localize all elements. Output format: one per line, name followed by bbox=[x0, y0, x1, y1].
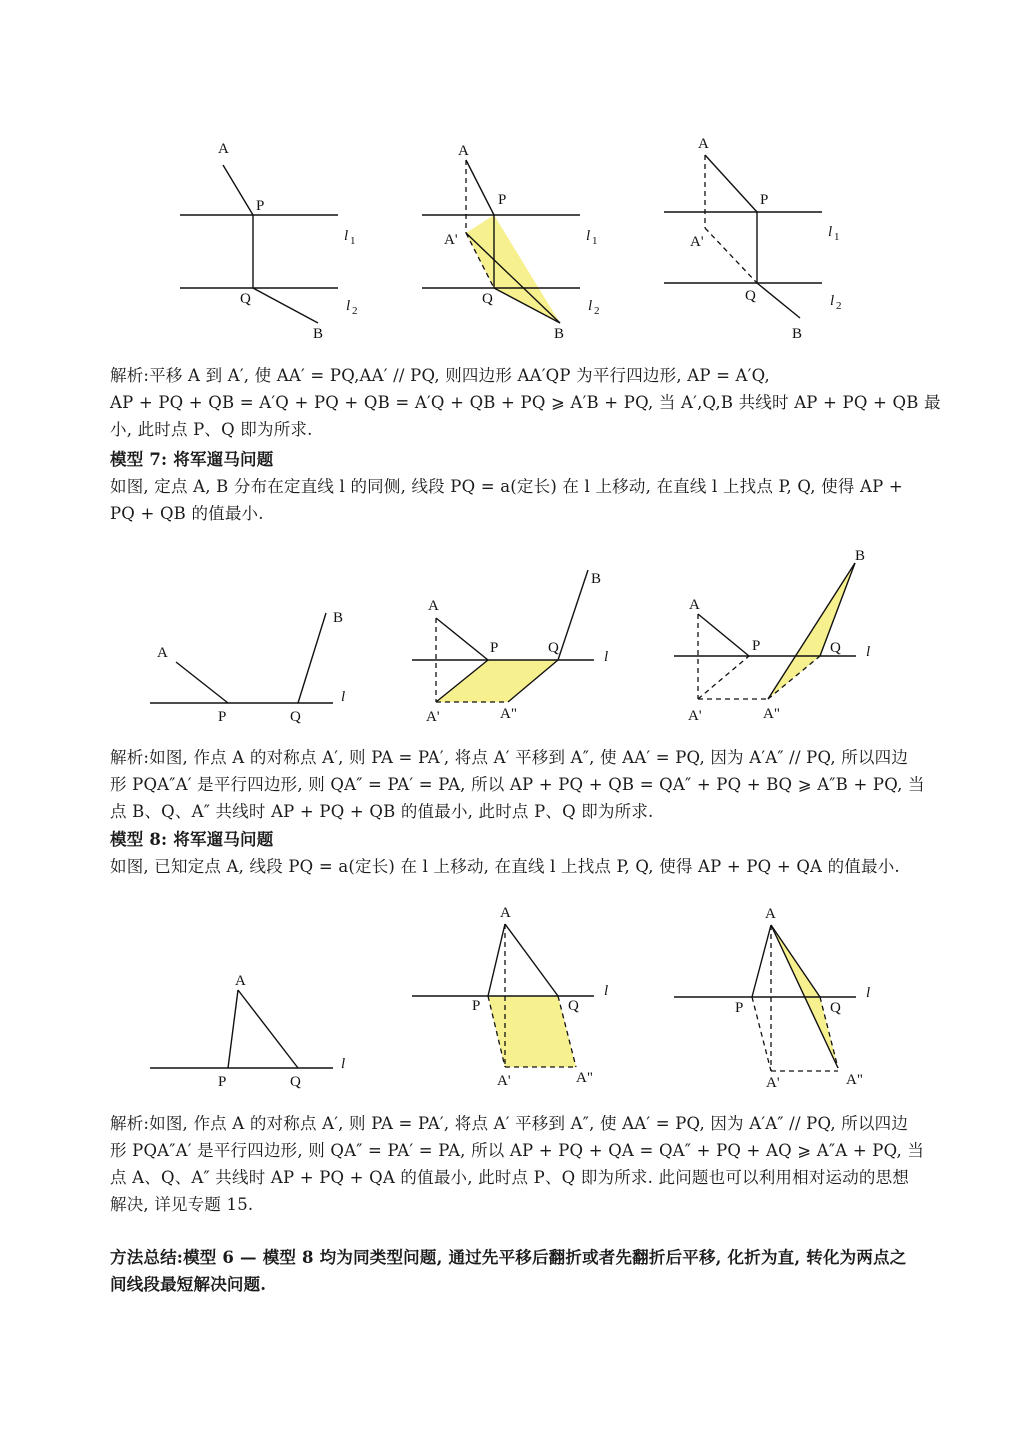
label-A-prime: A' bbox=[444, 232, 458, 248]
label-A: A bbox=[689, 597, 700, 613]
label-l: l bbox=[341, 689, 346, 705]
label-A-double-prime: A" bbox=[576, 1070, 593, 1086]
method-summary bbox=[110, 1244, 918, 1298]
label-A-prime: A' bbox=[690, 234, 704, 250]
analysis-line: 形 PQA″A′ 是平行四边形, 则 QA″ = PA′ = PA, 所以 AP + PQ + QA = QA″ + PQ + AQ ⩾ A″A + PQ, 当 bbox=[110, 1141, 925, 1160]
label-l: l bbox=[866, 985, 871, 1001]
label-A: A bbox=[235, 973, 246, 989]
analysis-line: 形 PQA″A′ 是平行四边形, 则 QA″ = PA′ = PA, 所以 AP + PQ + QB = QA″ + PQ + BQ ⩾ A″B + PQ, 当 bbox=[110, 775, 925, 794]
summary-line: 方法总结:模型 6 — 模型 8 均为同类型问题, 通过先平移后翻折或者先翻折后平移, 化折为直, 转化为两点之 bbox=[110, 1248, 907, 1267]
label-Q: Q bbox=[568, 998, 579, 1014]
label-B: B bbox=[591, 571, 602, 587]
label-A-double-prime: A" bbox=[846, 1072, 863, 1088]
model7-line: 如图, 定点 A, B 分布在定直线 l 的同侧, 线段 PQ = a(定长) 在 l 上移动, 在直线 l 上找点 P, Q, 使得 AP + bbox=[110, 477, 903, 496]
label-A-prime: A' bbox=[688, 708, 702, 724]
analysis-line: 解析:如图, 作点 A 的对称点 A′, 则 PA = PA′, 将点 A′ 平移到 A″, 使 AA′ = PQ, 因为 A′A″ // PQ, 所以四边 bbox=[110, 748, 909, 767]
label-A-double-prime: A" bbox=[500, 706, 517, 722]
label-l1-sub: 1 bbox=[350, 235, 356, 247]
diagram-m8-original bbox=[150, 990, 333, 1068]
diagram-m8-solution-a bbox=[412, 924, 594, 1067]
label-Q: Q bbox=[548, 640, 559, 656]
diagram-m7-solution-a bbox=[412, 570, 594, 702]
label-A: A bbox=[765, 906, 776, 922]
analysis-line: 解析:平移 A 到 A′, 使 AA′ = PQ,AA′ // PQ, 则四边形 AA′QP 为平行四边形, AP = A′Q, bbox=[110, 366, 770, 385]
model8-section bbox=[110, 826, 918, 880]
label-A-prime: A' bbox=[766, 1075, 780, 1091]
diagram-m8-solution-b bbox=[674, 925, 856, 1071]
label-P: P bbox=[752, 638, 761, 654]
analysis-line: 解析:如图, 作点 A 的对称点 A′, 则 PA = PA′, 将点 A′ 平移到 A″, 使 AA′ = PQ, 因为 A′A″ // PQ, 所以四边 bbox=[110, 1114, 909, 1133]
model7-line: PQ + QB 的值最小. bbox=[110, 504, 264, 523]
analysis-model7 bbox=[110, 744, 925, 825]
diagram-m7-solution-b bbox=[674, 563, 856, 699]
label-l1: l bbox=[344, 228, 349, 244]
label-B: B bbox=[554, 326, 565, 342]
label-l: l bbox=[604, 649, 609, 665]
label-A-prime: A' bbox=[497, 1073, 511, 1089]
label-l2: l bbox=[830, 293, 835, 309]
label-B: B bbox=[333, 610, 344, 626]
analysis-model8 bbox=[110, 1110, 925, 1218]
model8-line: 如图, 已知定点 A, 线段 PQ = a(定长) 在 l 上移动, 在直线 l 上找点 P, Q, 使得 AP + PQ + QA 的值最小. bbox=[110, 857, 900, 876]
label-B: B bbox=[855, 548, 866, 564]
summary-line: 间线段最短解决问题. bbox=[110, 1275, 267, 1294]
label-l: l bbox=[604, 983, 609, 999]
label-l2-sub: 2 bbox=[594, 305, 600, 317]
label-A: A bbox=[157, 645, 168, 661]
label-P: P bbox=[218, 1074, 227, 1090]
label-Q: Q bbox=[482, 291, 493, 307]
label-Q: Q bbox=[830, 1000, 841, 1016]
label-B: B bbox=[313, 326, 324, 342]
label-B: B bbox=[792, 326, 803, 342]
label-P: P bbox=[472, 998, 481, 1014]
label-l2-sub: 2 bbox=[352, 305, 358, 317]
model7-heading: 模型 7: 将军遛马问题 bbox=[110, 450, 274, 469]
analysis-line: 点 A、Q、A″ 共线时 AP + PQ + QA 的值最小, 此时点 P、Q 即为所求. 此问题也可以利用相对运动的思想 bbox=[110, 1168, 910, 1187]
label-Q: Q bbox=[745, 288, 756, 304]
label-l1: l bbox=[828, 224, 833, 240]
analysis-line: 解决, 详见专题 15. bbox=[110, 1195, 254, 1214]
label-l: l bbox=[866, 644, 871, 660]
label-A: A bbox=[218, 141, 229, 157]
label-Q: Q bbox=[290, 709, 301, 725]
label-Q: Q bbox=[240, 291, 251, 307]
label-Q: Q bbox=[830, 640, 841, 656]
label-P: P bbox=[498, 192, 507, 208]
analysis-line: 小, 此时点 P、Q 即为所求. bbox=[110, 420, 313, 439]
label-l1: l bbox=[586, 228, 591, 244]
analysis-line: 点 B、Q、A″ 共线时 AP + PQ + QB 的值最小, 此时点 P、Q 即为所求. bbox=[110, 802, 654, 821]
analysis-line: AP + PQ + QB = A′Q + PQ + QB = A′Q + QB + PQ ⩾ A′B + PQ, 当 A′,Q,B 共线时 AP + PQ + QB 最 bbox=[110, 393, 941, 412]
label-l1-sub: 1 bbox=[592, 235, 598, 247]
label-A: A bbox=[500, 905, 511, 921]
label-A-double-prime: A" bbox=[763, 706, 780, 722]
model8-heading: 模型 8: 将军遛马问题 bbox=[110, 830, 274, 849]
label-P: P bbox=[218, 709, 227, 725]
label-P: P bbox=[490, 640, 499, 656]
label-l2-sub: 2 bbox=[836, 300, 842, 312]
label-A-prime: A' bbox=[426, 709, 440, 725]
label-l1-sub: 1 bbox=[834, 231, 840, 243]
label-A: A bbox=[428, 598, 439, 614]
label-P: P bbox=[735, 1000, 744, 1016]
label-A: A bbox=[698, 136, 709, 152]
label-l: l bbox=[341, 1056, 346, 1072]
label-Q: Q bbox=[290, 1074, 301, 1090]
label-l2: l bbox=[588, 298, 593, 314]
label-P: P bbox=[760, 192, 769, 208]
label-A: A bbox=[458, 143, 469, 159]
diagram-m7-original bbox=[150, 613, 333, 703]
label-l2: l bbox=[346, 298, 351, 314]
label-P: P bbox=[256, 198, 265, 214]
